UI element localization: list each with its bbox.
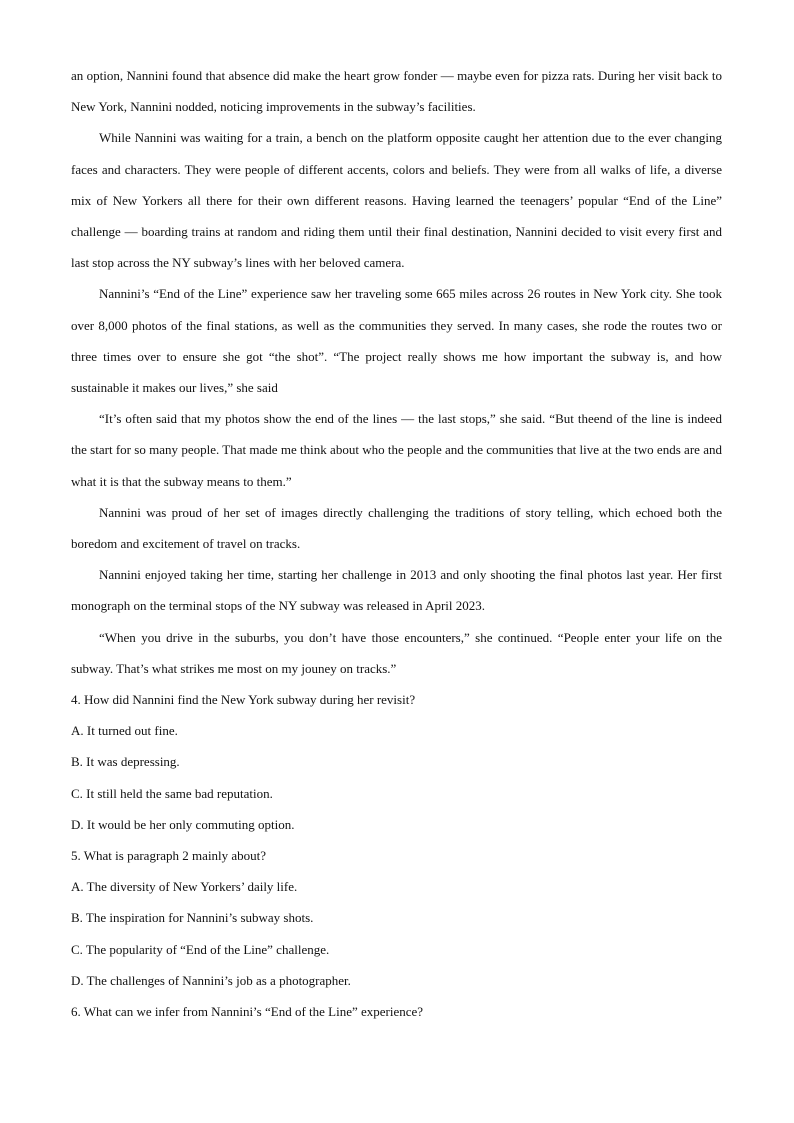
question-4-stem: 4. How did Nannini find the New York subway during her revisit?	[71, 692, 416, 708]
question-4-option-a: A. It turned out fine.	[71, 723, 178, 739]
question-4-option-d: D. It would be her only commuting option.	[71, 816, 295, 832]
question-5-option-c: C. The popularity of “End of the Line” challenge.	[71, 941, 330, 957]
question-4-option-b: B. It was depressing.	[71, 754, 180, 770]
question-5-stem: 5. What is paragraph 2 mainly about?	[71, 848, 267, 864]
paragraph-7: “When you drive in the suburbs, you don’t have those encounters,” she continued. “People enter your life on the subway. That’s what strikes me most on my jouney on tracks.”	[71, 629, 722, 676]
paragraph-3: Nannini’s “End of the Line” experience saw her traveling some 665 miles across 26 routes in New York city. She took over 8,000 photos of the final stations, as well as the communities they served. In many cases, she rode the routes two or three times over to ensure she got “the shot”. “The project really shows me how important the subway is, and how sustainable it makes our lives,” she said	[71, 286, 722, 396]
passage-and-questions	[71, 60, 722, 1027]
question-5-option-a: A. The diversity of New Yorkers’ daily life.	[71, 879, 298, 895]
paragraph-4: “It’s often said that my photos show the end of the lines — the last stops,” she said. “But theend of the line is indeed the start for so many people. That made me think about who the people and the communities that live at the two ends are and what it is that the subway means to them.”	[71, 411, 722, 489]
paragraph-6: Nannini enjoyed taking her time, starting her challenge in 2013 and only shooting the final photos last year. Her first monograph on the terminal stops of the NY subway was released in April 2023.	[71, 567, 722, 614]
paragraph-2: While Nannini was waiting for a train, a bench on the platform opposite caught her attention due to the ever changing faces and characters. They were people of different accents, colors and beliefs. They were from all walks of life, a diverse mix of New Yorkers all there for their own different reasons. Having learned the teenagers’ popular “End of the Line” challenge — boarding trains at random and riding them until their final destination, Nannini decided to visit every first and last stop across the NY subway’s lines with her beloved camera.	[71, 130, 722, 271]
question-5-option-d: D. The challenges of Nannini’s job as a photographer.	[71, 972, 351, 988]
question-5-option-b: B. The inspiration for Nannini’s subway shots.	[71, 910, 314, 926]
question-6-stem: 6. What can we infer from Nannini’s “End of the Line” experience?	[71, 1004, 424, 1020]
paragraph-1: an option, Nannini found that absence did make the heart grow fonder — maybe even for pizza rats. During her visit back to New York, Nannini nodded, noticing improvements in the subway’s facilities.	[71, 68, 722, 115]
question-4-option-c: C. It still held the same bad reputation.	[71, 785, 273, 801]
paragraph-5: Nannini was proud of her set of images directly challenging the traditions of story telling, which echoed both the boredom and excitement of travel on tracks.	[71, 504, 722, 552]
